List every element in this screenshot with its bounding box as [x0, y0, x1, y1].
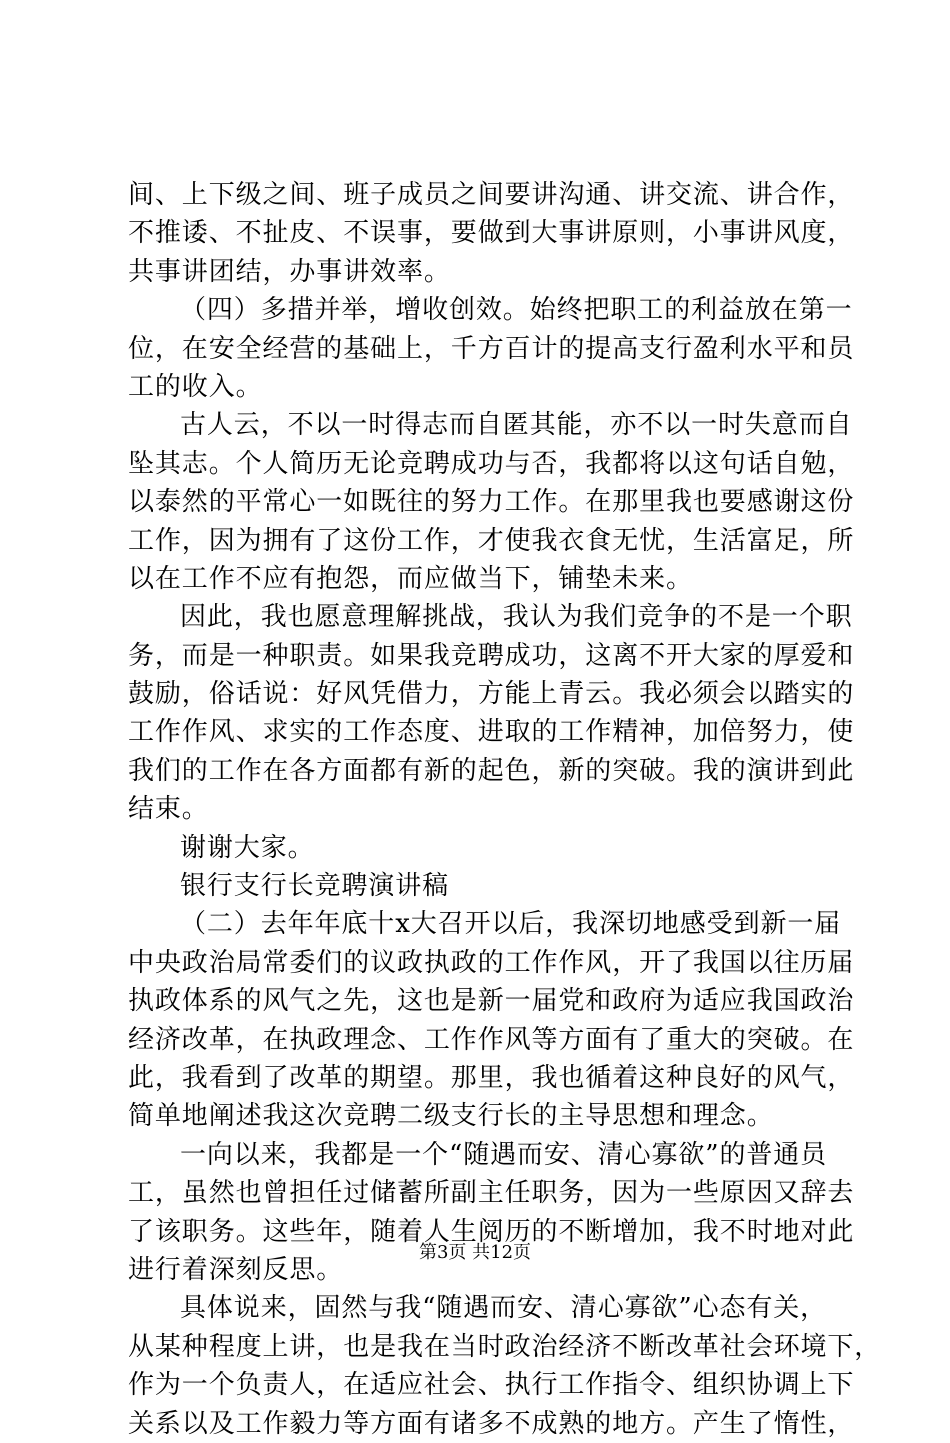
text-line: 共事讲团结，办事讲效率。: [128, 256, 451, 287]
text-line: 关系以及工作毅力等方面有诸多不成熟的地方。产生了惰性，: [128, 1408, 855, 1439]
text-line: 工的收入。: [128, 371, 263, 402]
paragraph-start-line: 一向以来，我都是一个“随遇而安、清心寡欲”的普通员: [180, 1139, 828, 1170]
text-line: 不推诿、不扯皮、不误事，要做到大事讲原则，小事讲风度，: [128, 218, 855, 249]
text-line: 了该职务。这些年，随着人生阅历的不断增加，我不时地对此: [128, 1216, 855, 1247]
section-title: 银行支行长竞聘演讲稿: [180, 871, 450, 902]
text-line: 执政体系的风气之先，这也是新一届党和政府为适应我国政治: [128, 986, 855, 1017]
text-line: 工，虽然也曾担任过储蓄所副主任职务，因为一些原因又辞去: [128, 1178, 855, 1209]
text-line: 作为一个负责人，在适应社会、执行工作指令、组织协调上下: [128, 1370, 855, 1401]
text-line: 鼓励，俗话说：好风凭借力，方能上青云。我必须会以踏实的: [128, 679, 855, 710]
text-line: 进行着深刻反思。: [128, 1254, 344, 1285]
text-line: 间、上下级之间、班子成员之间要讲沟通、讲交流、讲合作，: [128, 180, 855, 210]
text-line: 务，而是一种职责。如果我竞聘成功，这离不开大家的厚爱和: [128, 640, 855, 671]
text-line: 工作，因为拥有了这份工作，才使我衣食无忧，生活富足，所: [128, 525, 855, 556]
text-line: 此，我看到了改革的期望。那里，我也循着这种良好的风气，: [128, 1062, 855, 1093]
text-line: 坠其志。个人简历无论竞聘成功与否，我都将以这句话自勉，: [128, 448, 855, 479]
text-line: 位，在安全经营的基础上，千方百计的提高支行盈利水平和员: [128, 333, 855, 364]
text-line: 简单地阐述我这次竞聘二级支行长的主导思想和理念。: [128, 1101, 774, 1132]
paragraph-start-line: （四）多措并举，增收创效。始终把职工的利益放在第一: [180, 295, 853, 326]
text-line: 我们的工作在各方面都有新的起色，新的突破。我的演讲到此: [128, 755, 855, 786]
paragraph-start-line: 谢谢大家。: [180, 832, 315, 863]
text-line: 工作作风、求实的工作态度、进取的工作精神，加倍努力，使: [128, 717, 855, 748]
text-line: 以在工作不应有抱怨，而应做当下，铺垫未来。: [128, 563, 693, 594]
text-line: 经济改革，在执政理念、工作作风等方面有了重大的突破。在: [128, 1024, 855, 1055]
page-number-footer: 第3页 共12页: [418, 1242, 532, 1263]
text-line: 从某种程度上讲，也是我在当时政治经济不断改革社会环境下，: [128, 1331, 882, 1362]
paragraph-start-line: 古人云，不以一时得志而自匿其能，亦不以一时失意而自: [180, 410, 853, 441]
text-line: 结束。: [128, 794, 209, 825]
text-line: 以泰然的平常心一如既往的努力工作。在那里我也要感谢这份: [128, 487, 855, 518]
paragraph-start-line: （二）去年年底十x大召开以后，我深切地感受到新一届: [180, 909, 842, 940]
paragraph-start-line: 因此，我也愿意理解挑战，我认为我们竞争的不是一个职: [180, 602, 853, 633]
text-line: 中央政治局常委们的议政执政的工作作风，开了我国以往历届: [128, 947, 855, 978]
paragraph-start-line: 具体说来，固然与我“随遇而安、清心寡欲”心态有关，: [180, 1293, 828, 1324]
